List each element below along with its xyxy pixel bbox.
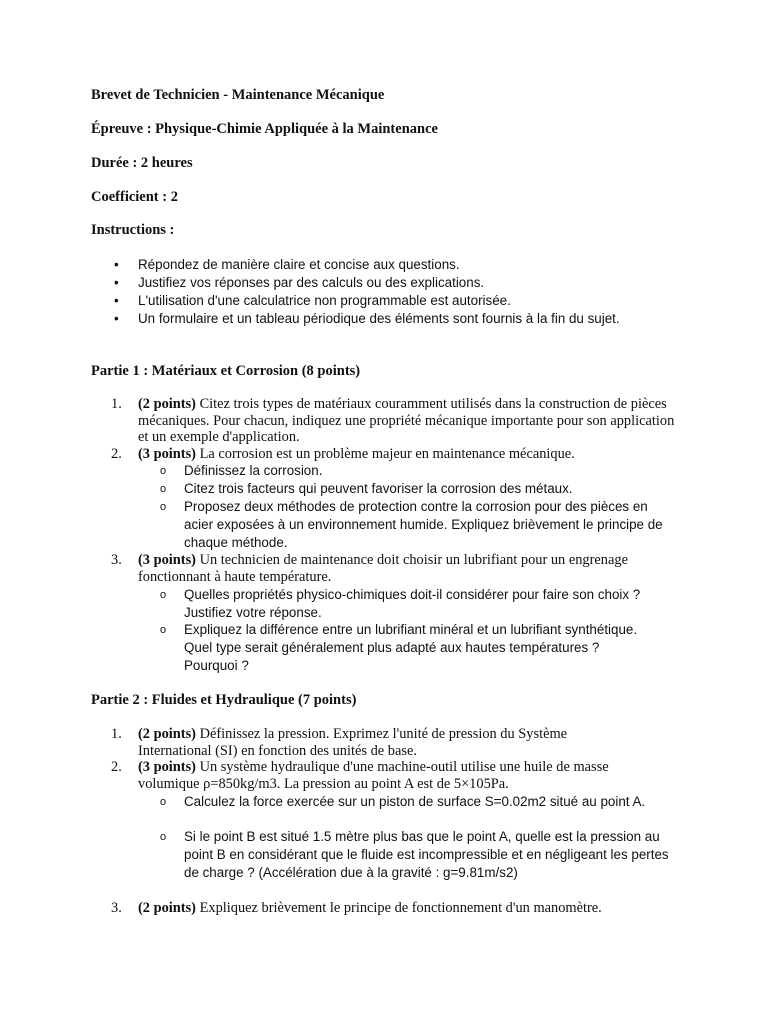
exam-duration: Durée : 2 heures — [91, 155, 193, 171]
exam-subject: Épreuve : Physique-Chimie Appliquée à la Maintenance — [91, 121, 438, 137]
sub-question: o Quelles propriétés physico-chimiques doit-il considérer pour faire son choix ? Justifiez votre réponse. — [184, 586, 654, 622]
question-text: Un système hydraulique d'une machine-outil utilise une huile de masse volumique ρ=850kg/m3. La pression au point A est de 5×105Pa. — [138, 759, 609, 792]
sub-question: o Si le point B est situé 1.5 mètre plus bas que le point A, quelle est la pression au point B en considérant que le fluide est incompressible et en négligeant les pertes de charge ? (Accélération due à la gravité : g=9.81m/s2) — [184, 828, 674, 882]
instruction-item: • L'utilisation d'une calculatrice non programmable est autorisée. — [138, 292, 698, 310]
question-points: (2 points) — [138, 726, 196, 742]
question-points: (3 points) — [138, 759, 196, 775]
question-text: Définissez la pression. Exprimez l'unité de pression du Système International (SI) en fonction des unités de base. — [138, 726, 568, 759]
sub-question: o Proposez deux méthodes de protection contre la corrosion pour des pièces en acier exposées à un environnement humide. Expliquez brièvement le principe de chaque méthode. — [184, 498, 664, 552]
sub-question: o Expliquez la différence entre un lubrifiant minéral et un lubrifiant synthétique. Quel type serait généralement plus adapté aux hautes températures ? Pourquoi ? — [184, 621, 649, 675]
question-text: Un technicien de maintenance doit choisir un lubrifiant pour un engrenage fonctionnant à haute température. — [138, 552, 628, 585]
question-text: Expliquez brièvement le principe de fonctionnement d'un manomètre. — [195, 900, 602, 916]
question-1-2 — [111, 446, 678, 463]
question-1-1 — [111, 396, 678, 446]
question-2-2 — [111, 759, 658, 792]
sub-question: o Citez trois facteurs qui peuvent favoriser la corrosion des métaux. — [184, 480, 684, 498]
question-number: 1. — [111, 726, 122, 742]
instructions-heading: Instructions : — [91, 222, 175, 238]
document-title: Brevet de Technicien - Maintenance Mécanique — [91, 87, 385, 103]
question-number: 3. — [111, 552, 122, 568]
instruction-item: • Justifiez vos réponses par des calculs ou des explications. — [138, 274, 698, 292]
question-number: 2. — [111, 446, 122, 462]
question-number: 3. — [111, 900, 122, 916]
question-points: (3 points) — [138, 552, 196, 568]
question-points: (2 points) — [138, 396, 196, 412]
question-2-1 — [111, 726, 638, 759]
question-1-3 — [111, 552, 658, 585]
sub-question: o Calculez la force exercée sur un piston de surface S=0.02m2 situé au point A. — [184, 793, 659, 811]
question-2-3 — [111, 900, 678, 917]
question-points: (2 points) — [138, 900, 196, 916]
question-text: La corrosion est un problème majeur en maintenance mécanique. — [195, 446, 575, 462]
section-title-partie-1: Partie 1 : Matériaux et Corrosion (8 points) — [91, 363, 361, 379]
sub-question: o Définissez la corrosion. — [184, 462, 684, 480]
section-title-partie-2: Partie 2 : Fluides et Hydraulique (7 points) — [91, 692, 357, 708]
exam-coefficient: Coefficient : 2 — [91, 189, 178, 205]
instruction-item: • Répondez de manière claire et concise aux questions. — [138, 256, 698, 274]
question-points: (3 points) — [138, 446, 196, 462]
instruction-item: • Un formulaire et un tableau périodique des éléments sont fournis à la fin du sujet. — [138, 310, 673, 328]
question-number: 1. — [111, 396, 122, 412]
question-number: 2. — [111, 759, 122, 775]
question-text: Citez trois types de matériaux couramment utilisés dans la construction de pièces mécaniques. Pour chacun, indiquez une propriété mécanique importante pour son application et un exemple d'application. — [138, 396, 675, 445]
